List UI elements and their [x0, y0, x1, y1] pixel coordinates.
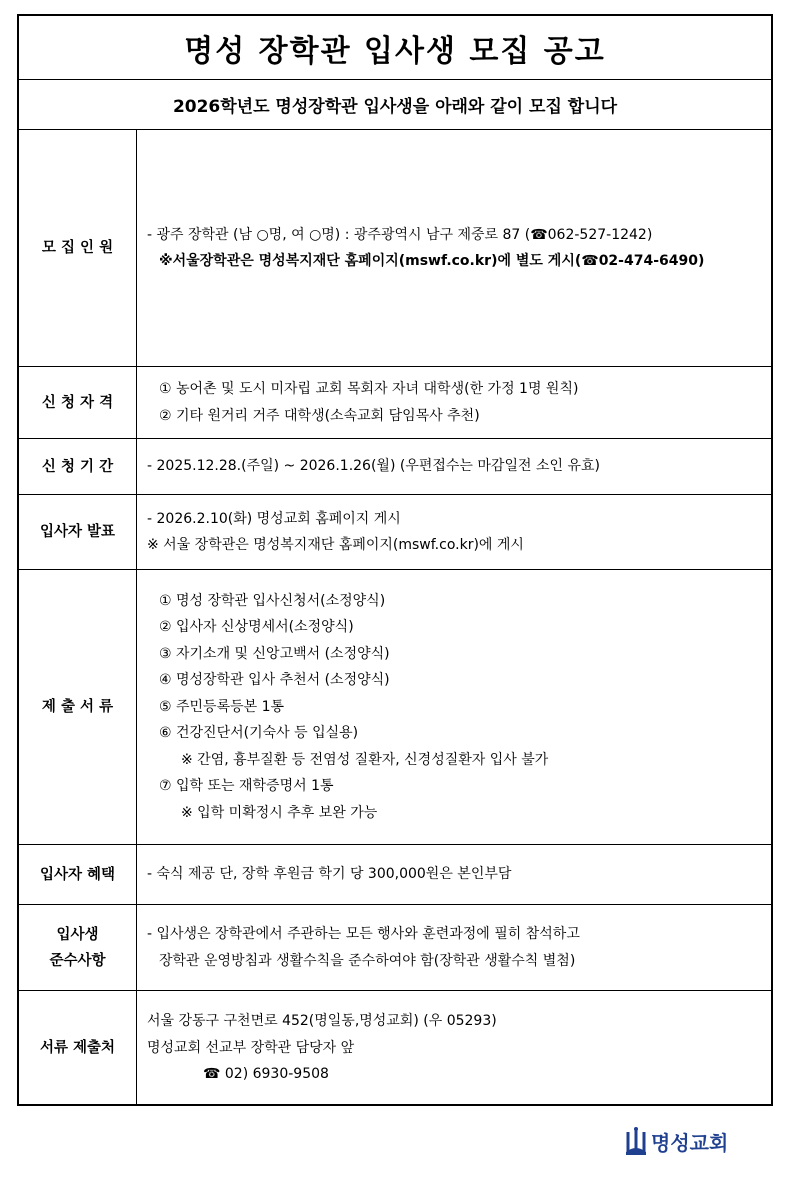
qualification-line-2: ② 기타 원거리 거주 대학생(소속교회 담임목사 추천): [159, 407, 480, 424]
church-crown-icon: [624, 1126, 648, 1156]
row-documents: [19, 570, 771, 845]
row-announcement: [19, 495, 771, 570]
document-item-3: ③ 자기소개 및 신앙고백서 (소정양식): [159, 645, 390, 662]
recruit-line-gwangju: - 광주 장학관 (남 ○명, 여 ○명) : 광주광역시 남구 제중로 87 (☎062-527-1242): [147, 226, 653, 243]
label-benefits: 입사자 혜택: [19, 845, 137, 904]
row-benefits: [19, 845, 771, 905]
rules-line-2: 장학관 운영방침과 생활수칙을 준수하여야 함(장학관 생활수칙 별첨): [159, 952, 576, 969]
content-qualification: [137, 367, 771, 438]
label-rules-line2: 준수사항: [49, 952, 106, 969]
announcement-line-2: ※ 서울 장학관은 명성복지재단 홈페이지(mswf.co.kr)에 게시: [147, 537, 524, 553]
document-item-4: ④ 명성장학관 입사 추천서 (소정양식): [159, 672, 390, 689]
document-note-6: ※ 간염, 흉부질환 등 전염성 질환자, 신경성질환자 입사 불가: [181, 751, 549, 768]
logo-text: 명성교회: [651, 1130, 729, 1155]
document-item-5: ⑤ 주민등록등본 1통: [159, 698, 285, 715]
document-item-6: ⑥ 건강진단서(기숙사 등 입실용): [159, 725, 359, 742]
submission-recipient: 명성교회 선교부 장학관 담당자 앞: [147, 1039, 355, 1056]
submission-phone: ☎ 02) 6930-9508: [203, 1066, 329, 1083]
content-period: [137, 439, 771, 494]
announcement-line-1: - 2026.2.10(화) 명성교회 홈페이지 게시: [147, 510, 401, 527]
content-benefits: [137, 845, 771, 904]
qualification-line-1: ① 농어촌 및 도시 미자립 교회 목회자 자녀 대학생(한 가정 1명 원칙): [159, 381, 579, 397]
content-rules: [137, 905, 771, 990]
label-announcement: 입사자 발표: [19, 495, 137, 569]
row-submission: [19, 991, 771, 1105]
label-recruit: 모 집 인 원: [19, 130, 137, 366]
document-item-1: ① 명성 장학관 입사신청서(소정양식): [159, 592, 386, 609]
row-recruit: [19, 130, 771, 367]
benefits-line: - 숙식 제공 단, 장학 후원금 학기 당 300,000원은 본인부담: [147, 866, 512, 883]
row-rules: [19, 905, 771, 991]
rules-line-1: - 입사생은 장학관에서 주관하는 모든 행사와 훈련과정에 필히 참석하고: [147, 926, 580, 942]
row-qualification: [19, 367, 771, 439]
row-period: [19, 439, 771, 495]
label-qualification: 신 청 자 격: [19, 367, 137, 438]
label-rules-line1: 입사생: [56, 926, 99, 943]
label-period: 신 청 기 간: [19, 439, 137, 494]
church-logo: [624, 1126, 728, 1156]
page-subtitle: 2026학년도 명성장학관 입사생을 아래와 같이 모집 합니다: [19, 80, 771, 130]
document-note-7: ※ 입학 미확정시 추후 보완 가능: [181, 804, 378, 821]
notice-sheet: [17, 14, 773, 1106]
document-item-7: ⑦ 입학 또는 재학증명서 1통: [159, 778, 334, 795]
content-recruit: [137, 130, 771, 366]
content-submission: [137, 991, 771, 1105]
submission-address: 서울 강동구 구천면로 452(명일동,명성교회) (우 05293): [147, 1013, 497, 1030]
document-item-2: ② 입사자 신상명세서(소정양식): [159, 619, 354, 636]
content-announcement: [137, 495, 771, 569]
label-rules: [19, 905, 137, 990]
label-submission: 서류 제출처: [19, 991, 137, 1105]
label-documents: 제 출 서 류: [19, 570, 137, 844]
page-title: 명성 장학관 입사생 모집 공고: [19, 16, 771, 80]
period-line: - 2025.12.28.(주일) ~ 2026.1.26(월) (우편접수는 마감일전 소인 유효): [147, 458, 600, 475]
recruit-line-seoul: ※서울장학관은 명성복지재단 홈페이지(mswf.co.kr)에 별도 게시(☎02-474-6490): [159, 253, 705, 269]
content-documents: [137, 570, 771, 844]
